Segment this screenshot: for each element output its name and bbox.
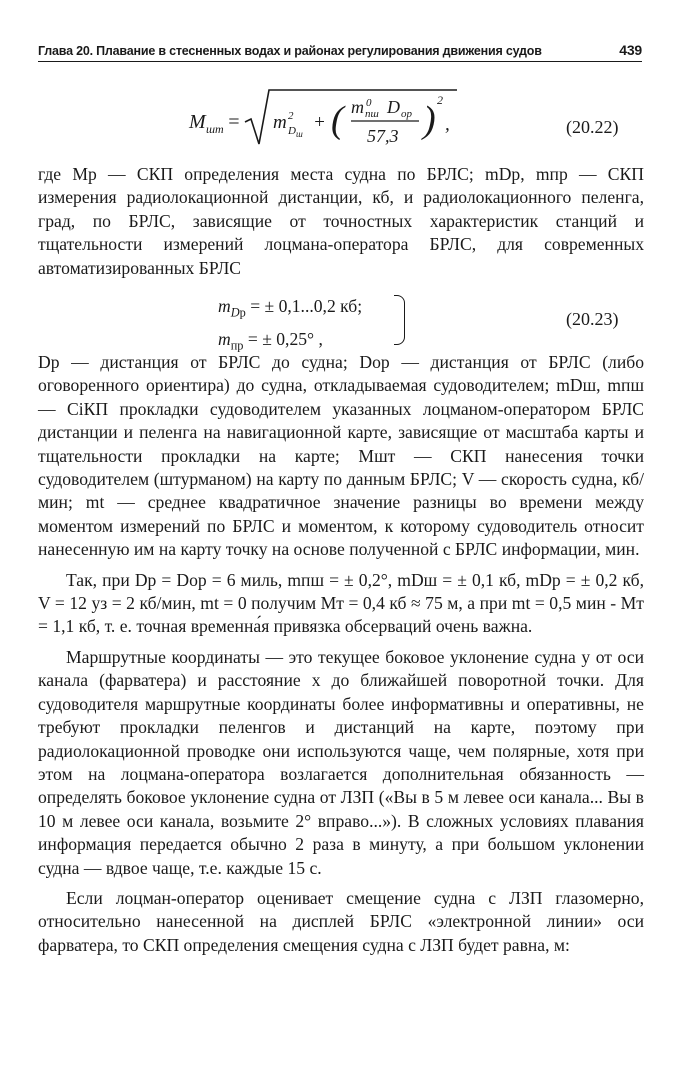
- paragraph-5: Если лоцман-оператор оценивает смещение судна с ЛЗП глазомерно, относительно нанесенной на дисплей БРЛС «электронной линии» оси фарватера, то СКП определения смещения судна с ЛЗП будет равна, м:: [38, 887, 644, 955]
- svg-text:2: 2: [437, 93, 443, 107]
- equation-number-20-22: (20.22): [566, 117, 619, 137]
- formula-20-23-line-2: $m_{пр}$ = ± 0,25° ,: [218, 328, 323, 353]
- svg-text:(: (: [331, 99, 344, 141]
- page-number: 439: [619, 42, 642, 58]
- svg-text:=: =: [227, 111, 241, 133]
- svg-text:D: D: [387, 97, 400, 117]
- paragraph-2: Dр — дистанция от БРЛС до судна; Dор — дистанция от БРЛС (либо оговоренного ориентира) до судна, откладываемая судоводителем; mDш, mпш — CiКП прокладки судоводителем указанных лоцманом-оператором БРЛС дистанции и пеленга на навигационной карте, зависящие от масштаба карты и тщательности прокладки на карте; Mшт — СКП нанесения точки судоводителем (штурманом) на карту по данным БРЛС; V — скорость судна, кб/мин; mt — среднее квадратичное значение разницы во времени между моментом измерений по БРЛС и моментом, к которому судоводитель относит нанесенную им на карту точку на основе полученной с БРЛС информации, мин.: [38, 352, 644, 560]
- paragraph-3: Так, при Dр = Dор = 6 миль, mпш = ± 0,2°, mDш = ± 0,1 кб, mDр = ± 0,2 кб, V = 12 уз = 2 кб/мин, mt = 0 получим Mт = 0,4 кб ≈ 75 м, а при mt = 0,5 мин - Mт = 1,1 кб, т. е. точная временна́я привязка обсерваций очень важна.: [38, 569, 644, 637]
- svg-text:57,3: 57,3: [367, 126, 399, 146]
- svg-text:m: m: [351, 97, 364, 117]
- svg-text:ор: ор: [401, 108, 412, 120]
- right-brace: [394, 295, 405, 345]
- svg-text:пш: пш: [365, 108, 379, 120]
- equation-number-20-23: (20.23): [566, 309, 619, 329]
- running-header: [38, 44, 642, 62]
- svg-text:0: 0: [366, 97, 372, 109]
- svg-text:M: M: [189, 111, 206, 133]
- formula-20-23-line-1: $m_{Dр}$ = ± 0,1...0,2 кб;: [218, 296, 363, 320]
- svg-text:ш: ш: [296, 129, 303, 139]
- paragraph-1-text: где Mр — СКП определения места судна по БРЛС; mDр, mпр — СКП измерения радиолокационной дистанции, кб, и радиолокационного пеленга, град, по БРЛС, зависящие от точностных характеристик станций и тщательности измерений лоцмана-оператора БРЛС, для современных автоматизированных БРЛС: [38, 164, 644, 278]
- paragraph-1: [38, 163, 644, 280]
- text-body: [38, 351, 644, 957]
- svg-text:+: +: [313, 112, 326, 133]
- svg-text:): ): [423, 99, 436, 141]
- paragraph-4: Маршрутные координаты — это текущее боковое уклонение судна y от оси канала (фарватера) и расстояние x до ближайшей поворотной точки. Для судоводителя маршрутные координаты более информативны и оперативны, не требуют прокладки пеленгов и дистанций на карте, поэтому при радиолокационной проводке они используются чаще, чем полярные, хотя при этом на лоцмана-оператора возлагается дополнительная обязанность — определять боковое уклонение судна от ЛЗП («Вы в 5 м левее оси канала... Вы в 10 м левее оси канала, возьмите 2° вправо...»). В сложных условиях плавания информация передается обычно 2 раза в минуту, а при большом уклонении судна — вдвое чаще, т.е. каждые 15 с.: [38, 646, 644, 878]
- svg-text:m: m: [273, 112, 287, 133]
- svg-text:,: ,: [445, 114, 450, 135]
- svg-text:D: D: [288, 125, 296, 137]
- running-title: Глава 20. Плавание в стесненных водах и районах регулирования движения судов: [38, 44, 542, 58]
- svg-text:шт: шт: [206, 122, 224, 136]
- svg-text:2: 2: [288, 110, 294, 122]
